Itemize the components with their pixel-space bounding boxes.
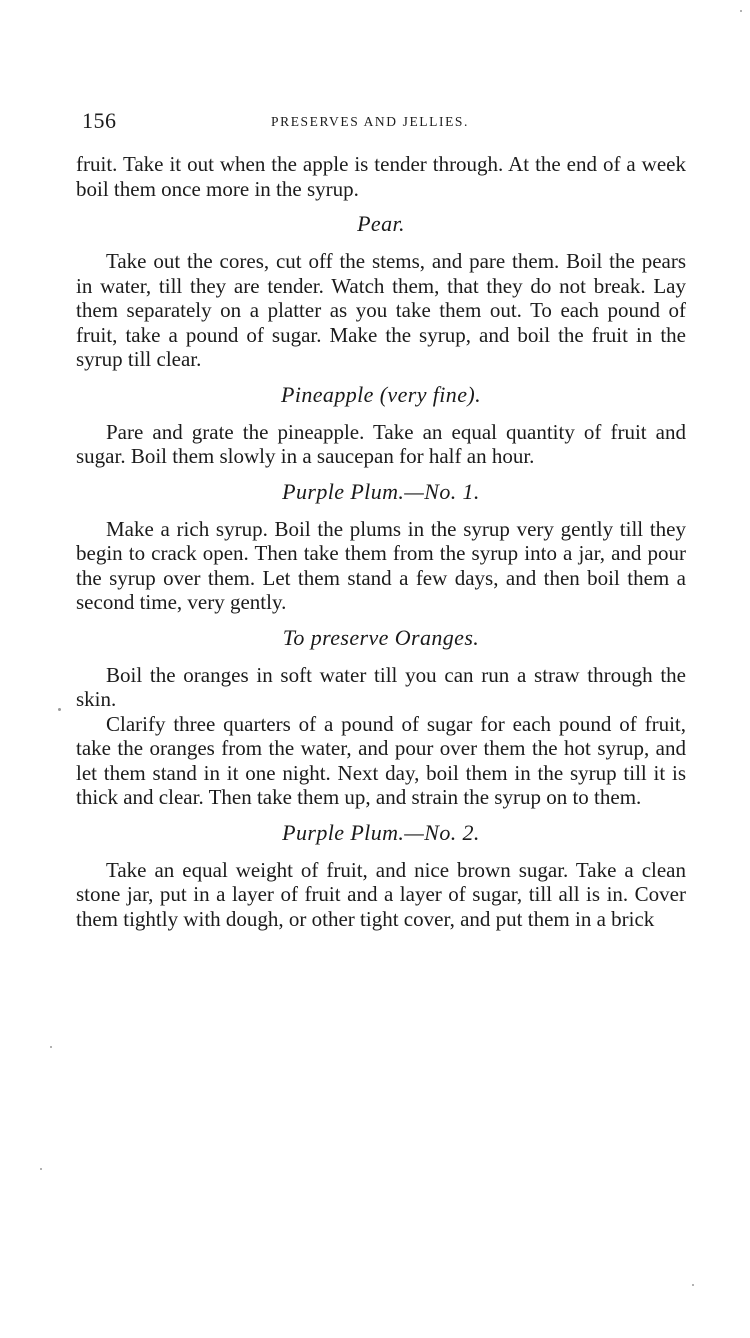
book-page (76, 108, 686, 931)
running-head (76, 108, 686, 138)
paper-speck (692, 1284, 694, 1286)
running-title: PRESERVES AND JELLIES. (271, 114, 470, 129)
paragraph-pear: Take out the cores, cut off the stems, and pare them. Boil the pears in water, till they are tender. Watch them, that they do not break. Lay them separately on a platter as you take them out. To each pound of fruit, take a pound of sugar. Make the syrup, and boil the fruit in the syrup till clear. (76, 249, 686, 371)
paragraph-pineapple: Pare and grate the pineapple. Take an equal quantity of fruit and sugar. Boil them slowly in a saucepan for half an hour. (76, 419, 686, 468)
paper-speck (50, 1046, 52, 1048)
heading-pear: Pear. (357, 211, 405, 236)
paper-speck (40, 1168, 42, 1170)
paragraph-oranges-2: Clarify three quarters of a pound of sugar for each pound of fruit, take the oranges from the water, and pour over them the hot syrup, and let them stand in it one night. Next day, boil them in the syrup till it is thick and clear. Then take them up, and strain the syrup on to them. (76, 711, 686, 809)
heading-purple-plum-1: Purple Plum.—No. 1. (282, 478, 480, 504)
page-number: 156 (82, 108, 117, 133)
paper-speck (740, 10, 742, 12)
paragraph-oranges-1: Boil the oranges in soft water till you can run a straw through the skin. (76, 662, 686, 711)
heading-purple-plum-2: Purple Plum.—No. 2. (282, 819, 480, 845)
paragraph-purple-plum-1: Make a rich syrup. Boil the plums in the syrup very gently till they begin to crack open. Then take them from the syrup into a jar, and pour the syrup over them. Let them stand a few days, and then boil them a second time, very gently. (76, 516, 686, 614)
paper-speck (58, 708, 61, 711)
heading-preserve-oranges: To preserve Oranges. (282, 624, 480, 650)
paragraph-purple-plum-2: Take an equal weight of fruit, and nice brown sugar. Take a clean stone jar, put in a layer of fruit and a layer of sugar, till all is in. Cover them tightly with dough, or other tight cover, and put them in a brick (76, 857, 686, 931)
heading-pineapple: Pineapple (very fine). (281, 381, 481, 407)
paragraph-apple-continued: fruit. Take it out when the apple is tender through. At the end of a week boil them once more in the syrup. (76, 152, 686, 201)
